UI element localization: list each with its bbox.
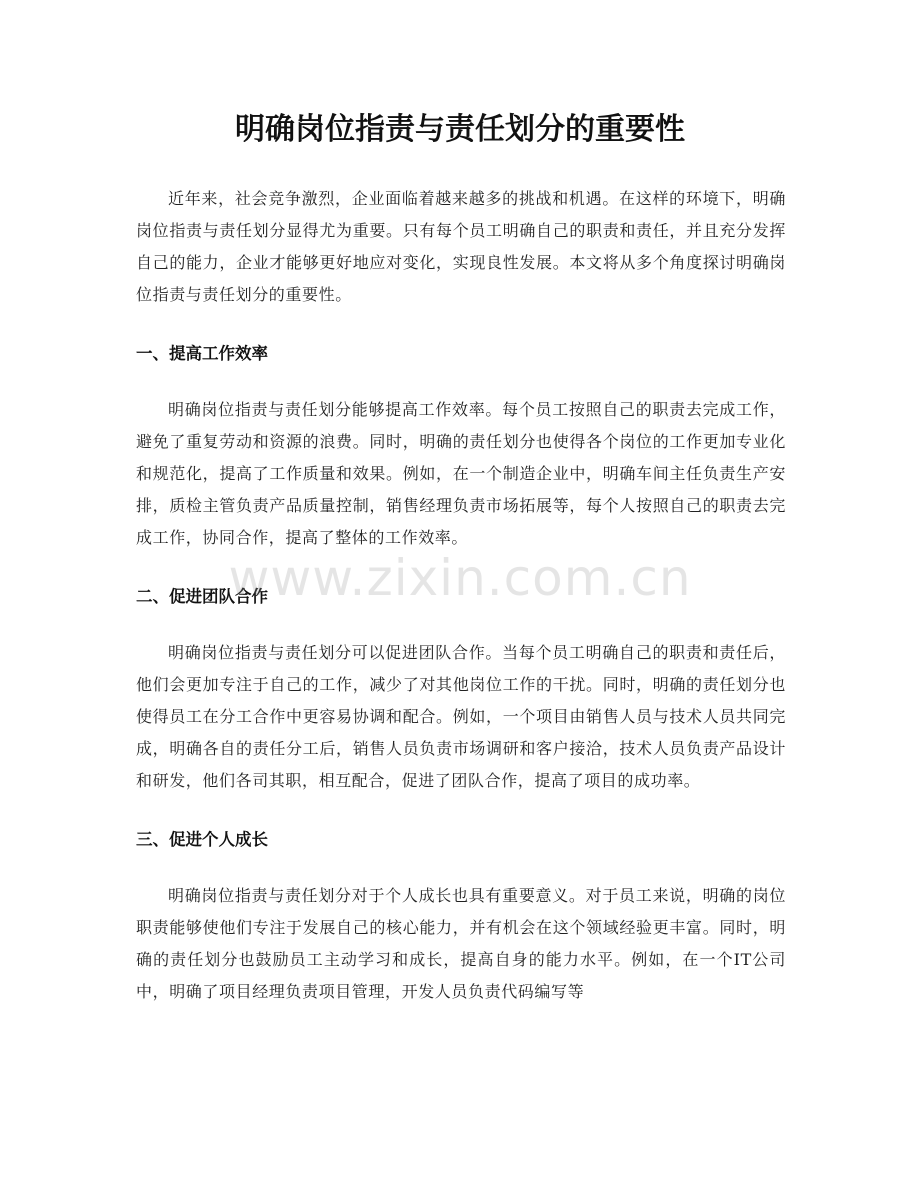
section-paragraph-efficiency: 明确岗位指责与责任划分能够提高工作效率。每个员工按照自己的职责去完成工作，避免了重复劳动和资源的浪费。同时，明确的责任划分也使得各个岗位的工作更加专业化和规范化，提高了工作质量和效果。例如，在一个制造企业中，明确车间主任负责生产安排，质检主管负责产品质量控制，销售经理负责市场拓展等，每个人按照自己的职责去完成工作，协同合作，提高了整体的工作效率。: [136, 400, 786, 547]
document-body: [136, 183, 786, 1008]
section-paragraph-growth: 明确岗位指责与责任划分对于个人成长也具有重要意义。对于员工来说，明确的岗位职责能够使他们专注于发展自己的核心能力，并有机会在这个领域经验更丰富。同时，明确的责任划分也鼓励员工主动学习和成长，提高自身的能力水平。例如，在一个IT公司中，明确了项目经理负责项目管理，开发人员负责代码编写等: [136, 886, 786, 1001]
section-heading-efficiency: 一、提高工作效率: [136, 344, 268, 363]
watermark: www.zixin.com.cn: [228, 549, 692, 607]
intro-paragraph: 近年来，社会竞争激烈，企业面临着越来越多的挑战和机遇。在这样的环境下，明确岗位指责与责任划分显得尤为重要。只有每个员工明确自己的职责和责任，并且充分发挥自己的能力，企业才能够更好地应对变化，实现良性发展。本文将从多个角度探讨明确岗位指责与责任划分的重要性。: [136, 189, 786, 304]
section-paragraph-teamwork: 明确岗位指责与责任划分可以促进团队合作。当每个员工明确自己的职责和责任后，他们会更加专注于自己的工作，减少了对其他岗位工作的干扰。同时，明确的责任划分也使得员工在分工合作中更容易协调和配合。例如，一个项目由销售人员与技术人员共同完成，明确各自的责任分工后，销售人员负责市场调研和客户接洽，技术人员负责产品设计和研发，他们各司其职，相互配合，促进了团队合作，提高了项目的成功率。: [136, 643, 786, 790]
document-title: 明确岗位指责与责任划分的重要性: [235, 112, 685, 147]
section-heading-growth: 三、促进个人成长: [136, 830, 268, 849]
section-heading-teamwork: 二、促进团队合作: [136, 587, 268, 606]
